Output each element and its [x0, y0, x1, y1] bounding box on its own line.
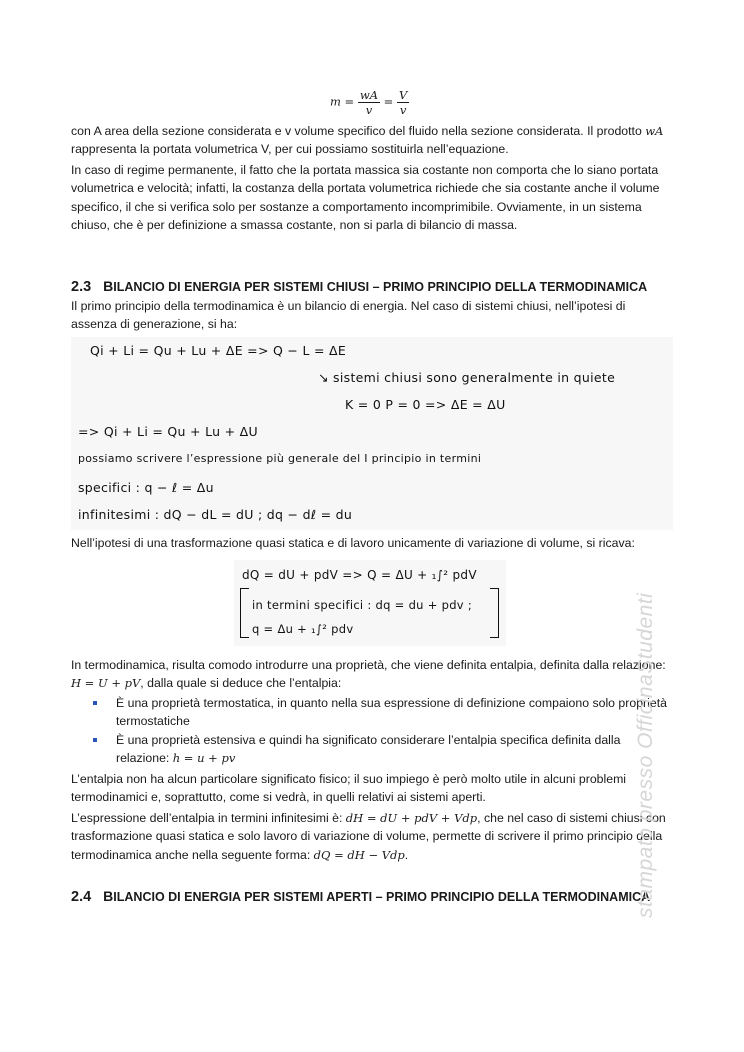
inline-math: H = U + pV — [71, 676, 141, 691]
handwritten-line: specifici : q − ℓ = Δu — [78, 480, 214, 495]
section-number: 2.3 — [71, 279, 92, 295]
bullet-square-icon — [93, 701, 97, 705]
paragraph-significato-fisico: L’entalpia non ha alcun particolare significato fisico; il suo impiego è però molto utile in alcuni problemi termodinamici e, soprattutto, come si vedrà, in quelli relativi ai sistemi aperti. — [71, 772, 627, 805]
paragraph-text: , dalla quale si deduce che l’entalpia: — [140, 676, 342, 691]
handwritten-line: ↘ sistemi chiusi sono generalmente in quiete — [318, 370, 616, 385]
handwritten-line: possiamo scrivere l’espressione più generale del I principio in termini — [78, 452, 482, 465]
paragraph-entalpia — [71, 656, 671, 693]
handwritten-line: infinitesimi : dQ − dL = dU ; dq − dℓ = du — [78, 507, 353, 522]
fraction-numerator: V — [398, 88, 408, 102]
formula-equals: = — [383, 94, 394, 109]
paragraph-text: . — [404, 847, 409, 862]
section-number: 2.4 — [71, 889, 92, 905]
handwritten-line: in termini specifici : dq = du + pdv ; — [252, 598, 473, 612]
handwritten-line: q = Δu + ₁∫² pdv — [252, 622, 354, 636]
heading-text: ILANCIO DI ENERGIA PER SISTEMI APERTI – PRIMO PRINCIPIO DELLA TERMODINAMICA — [113, 890, 651, 904]
handwritten-line: K = 0 P = 0 => ΔE = ΔU — [345, 397, 506, 412]
formula-lhs: m = — [330, 94, 355, 109]
list-item — [71, 731, 671, 768]
fraction-wa-v — [358, 88, 380, 117]
list-item — [71, 694, 671, 731]
section-heading-2-4 — [71, 888, 650, 905]
paragraph-text: , che nel caso di sistemi chiusi con trasformazione quasi statica e solo lavoro di variazione di volume, permette di scrivere il primo principio della termodinamica anche nella seguente forma: — [71, 811, 666, 862]
handwritten-line: Qi + Li = Qu + Lu + ΔE => Q − L = ΔE — [90, 343, 347, 358]
section-heading-2-3 — [71, 278, 647, 295]
fraction-denominator: v — [399, 103, 407, 117]
right-bracket — [490, 588, 499, 638]
inline-math: wA — [645, 124, 664, 138]
paragraph-text: rappresenta la portata volumetrica V, per cui possiamo sostituirla nell’equazione. — [71, 142, 509, 157]
fraction-denominator: v — [365, 103, 373, 117]
list-item-text: È una proprietà estensiva e quindi ha significato considerare l’entalpia specifica definita dalla relazione: — [116, 732, 621, 766]
heading-text: ILANCIO DI ENERGIA PER SISTEMI CHIUSI – PRIMO PRINCIPIO DELLA TERMODINAMICA — [113, 280, 648, 294]
left-bracket — [240, 588, 249, 638]
paragraph-entalpia-infinitesimi — [71, 809, 671, 864]
handwritten-line: => Qi + Li = Qu + Lu + ΔU — [78, 424, 258, 439]
inline-math: h = u + pv — [172, 751, 236, 766]
paragraph-text: L’espressione dell’entalpia in termini infinitesimi è: — [71, 811, 346, 825]
paragraph-portata — [71, 122, 671, 159]
bullet-list — [71, 694, 671, 768]
fraction-numerator: wA — [359, 88, 379, 102]
paragraph-regime-permanente: In caso di regime permanente, il fatto che la portata massica sia costante non comporta che lo siano portata volumetrica e velocità; infatti, la costanza della portata volumetrica richiede che sia costante anche il volume specifico, il che si verifica solo per sostanze a comportamento incomprimibile. Ovviamente, in un sistema chiuso, che è per definizione a smassa costante, non si parla di bilancio di massa. — [71, 163, 660, 233]
heading-initial: B — [103, 278, 114, 294]
list-item-text: È una proprietà termostatica, in quanto nella sua espressione di definizione compaiono solo proprietà termostatiche — [116, 696, 667, 729]
handwritten-line: dQ = dU + pdV => Q = ΔU + ₁∫² pdV — [242, 568, 477, 582]
bullet-square-icon — [93, 738, 97, 742]
paragraph-primo-principio: Il primo principio della termodinamica è un bilancio di energia. Nel caso di sistemi chiusi, nell’ipotesi di assenza di generazione, si ha: — [71, 299, 626, 332]
paragraph-text: con A area della sezione considerata e v volume specifico del fluido nella sezione considerata. Il prodotto — [71, 124, 646, 138]
watermark-text: stampato presso OfficinaStudenti — [634, 592, 657, 918]
formula-mass-flow — [330, 88, 409, 117]
inline-math: dQ = dH − Vdp — [313, 847, 405, 862]
heading-initial: B — [103, 888, 114, 904]
paragraph-quasi-statica: Nell’ipotesi di una trasformazione quasi statica e di lavoro unicamente di variazione di volume, si ricava: — [71, 536, 635, 550]
fraction-v-v — [397, 88, 409, 117]
inline-math: dH = dU + pdV + Vdp — [345, 811, 478, 825]
paragraph-text: In termodinamica, risulta comodo introdurre una proprietà, che viene definita entalpia, definita dalla relazione: — [71, 658, 666, 672]
